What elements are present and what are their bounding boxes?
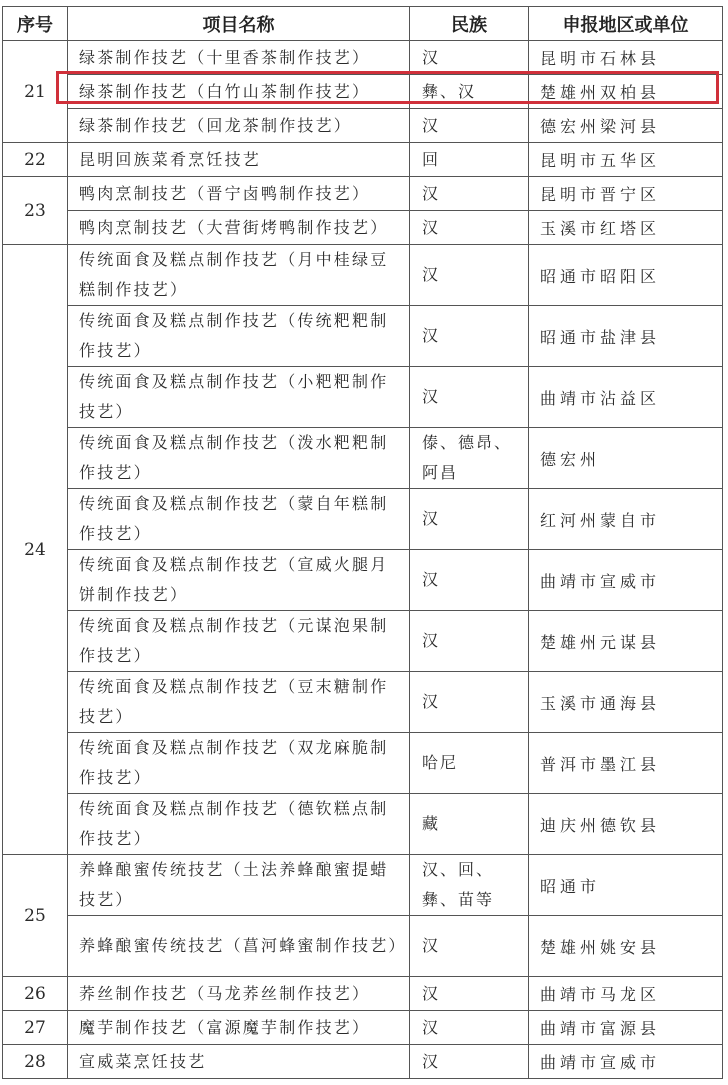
project-name: 宣威菜烹饪技艺 (68, 1045, 410, 1079)
project-name: 传统面食及糕点制作技艺（传统粑粑制作技艺） (68, 306, 410, 367)
ethnicity: 藏 (410, 794, 529, 855)
region: 曲靖市富源县 (529, 1011, 723, 1045)
project-name: 鸭肉烹制技艺（大营街烤鸭制作技艺） (68, 211, 410, 245)
ethnicity: 傣、德昂、阿昌 (410, 428, 529, 489)
table-row (3, 733, 723, 794)
ethnicity: 汉 (410, 306, 529, 367)
project-name: 传统面食及糕点制作技艺（元谋泡果制作技艺） (68, 611, 410, 672)
ethnicity: 汉 (410, 672, 529, 733)
region: 昆明市石林县 (529, 41, 723, 75)
project-name: 绿茶制作技艺（十里香茶制作技艺） (68, 41, 410, 75)
table-row (3, 916, 723, 977)
ethnicity: 汉 (410, 1011, 529, 1045)
heritage-items-table (2, 6, 723, 1079)
ethnicity: 彝、汉 (410, 75, 529, 109)
ethnicity: 汉 (410, 977, 529, 1011)
table-row (3, 855, 723, 916)
region: 楚雄州双柏县 (529, 75, 723, 109)
region: 德宏州 (529, 428, 723, 489)
ethnicity: 汉 (410, 367, 529, 428)
ethnicity: 汉 (410, 211, 529, 245)
region: 昆明市晋宁区 (529, 177, 723, 211)
project-name: 传统面食及糕点制作技艺（月中桂绿豆糕制作技艺） (68, 245, 410, 306)
table-row (3, 306, 723, 367)
header-number: 序号 (3, 7, 68, 41)
region: 昭通市盐津县 (529, 306, 723, 367)
ethnicity: 汉、回、彝、苗等 (410, 855, 529, 916)
region: 玉溪市红塔区 (529, 211, 723, 245)
project-name: 传统面食及糕点制作技艺（双龙麻脆制作技艺） (68, 733, 410, 794)
ethnicity: 汉 (410, 489, 529, 550)
region: 曲靖市宣威市 (529, 1045, 723, 1079)
table-row (3, 245, 723, 306)
project-name: 传统面食及糕点制作技艺（小粑粑制作技艺） (68, 367, 410, 428)
table-row (3, 1045, 723, 1079)
project-name: 鸭肉烹制技艺（晋宁卤鸭制作技艺） (68, 177, 410, 211)
project-name: 绿茶制作技艺（回龙茶制作技艺） (68, 109, 410, 143)
table-row (3, 367, 723, 428)
row-number: 22 (3, 143, 68, 177)
row-number: 25 (3, 855, 68, 977)
region: 红河州蒙自市 (529, 489, 723, 550)
project-name: 传统面食及糕点制作技艺（宣威火腿月饼制作技艺） (68, 550, 410, 611)
region: 德宏州梁河县 (529, 109, 723, 143)
header-ethnicity: 民族 (410, 7, 529, 41)
ethnicity: 汉 (410, 177, 529, 211)
row-number: 27 (3, 1011, 68, 1045)
region: 昭通市昭阳区 (529, 245, 723, 306)
project-name: 传统面食及糕点制作技艺（豆末糖制作技艺） (68, 672, 410, 733)
table-row (3, 41, 723, 75)
table-row (3, 143, 723, 177)
ethnicity: 汉 (410, 109, 529, 143)
region: 普洱市墨江县 (529, 733, 723, 794)
table-row (3, 672, 723, 733)
ethnicity: 汉 (410, 245, 529, 306)
project-name: 传统面食及糕点制作技艺（蒙自年糕制作技艺） (68, 489, 410, 550)
row-number: 26 (3, 977, 68, 1011)
region: 曲靖市马龙区 (529, 977, 723, 1011)
table-row (3, 977, 723, 1011)
row-number: 21 (3, 41, 68, 143)
row-number: 28 (3, 1045, 68, 1079)
table-row (3, 109, 723, 143)
table-row (3, 211, 723, 245)
project-name: 传统面食及糕点制作技艺（德钦糕点制作技艺） (68, 794, 410, 855)
project-name: 绿茶制作技艺（白竹山茶制作技艺） (68, 75, 410, 109)
table-row-highlighted (3, 75, 723, 109)
ethnicity: 汉 (410, 41, 529, 75)
region: 曲靖市宣威市 (529, 550, 723, 611)
ethnicity: 回 (410, 143, 529, 177)
region: 玉溪市通海县 (529, 672, 723, 733)
project-name: 荞丝制作技艺（马龙荞丝制作技艺） (68, 977, 410, 1011)
table-row (3, 794, 723, 855)
region: 楚雄州姚安县 (529, 916, 723, 977)
table-row (3, 177, 723, 211)
region: 迪庆州德钦县 (529, 794, 723, 855)
ethnicity: 汉 (410, 1045, 529, 1079)
row-number: 24 (3, 245, 68, 855)
ethnicity: 汉 (410, 916, 529, 977)
region: 昆明市五华区 (529, 143, 723, 177)
region: 楚雄州元谋县 (529, 611, 723, 672)
region: 昭通市 (529, 855, 723, 916)
table-header-row (3, 7, 723, 41)
ethnicity: 哈尼 (410, 733, 529, 794)
table-row (3, 611, 723, 672)
region: 曲靖市沾益区 (529, 367, 723, 428)
table-row (3, 550, 723, 611)
project-name: 魔芋制作技艺（富源魔芋制作技艺） (68, 1011, 410, 1045)
row-number: 23 (3, 177, 68, 245)
project-name: 传统面食及糕点制作技艺（泼水粑粑制作技艺） (68, 428, 410, 489)
project-name: 养蜂酿蜜传统技艺（菖河蜂蜜制作技艺） (68, 916, 410, 977)
header-project-name: 项目名称 (68, 7, 410, 41)
project-name: 养蜂酿蜜传统技艺（土法养蜂酿蜜提蜡技艺） (68, 855, 410, 916)
project-name: 昆明回族菜肴烹饪技艺 (68, 143, 410, 177)
table-row (3, 1011, 723, 1045)
ethnicity: 汉 (410, 611, 529, 672)
table-row (3, 489, 723, 550)
table-row (3, 428, 723, 489)
ethnicity: 汉 (410, 550, 529, 611)
header-region: 申报地区或单位 (529, 7, 723, 41)
